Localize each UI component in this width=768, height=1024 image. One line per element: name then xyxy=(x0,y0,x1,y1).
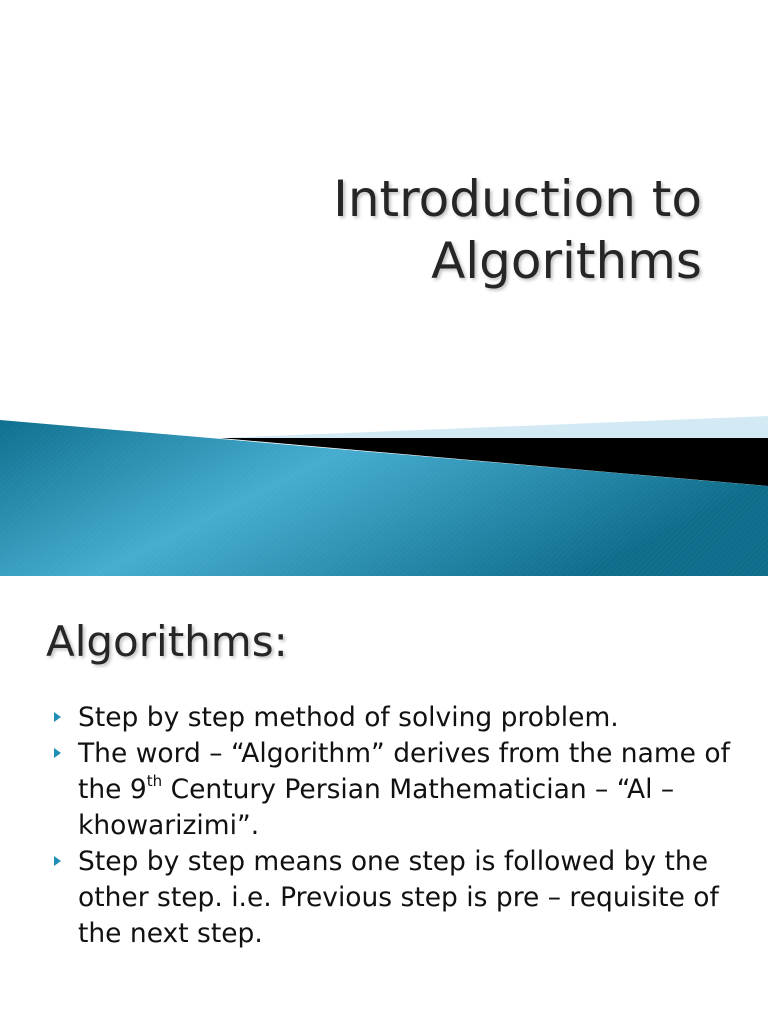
slide-title-heading xyxy=(333,168,702,292)
triangle-right-icon xyxy=(54,712,61,722)
list-item xyxy=(52,700,742,736)
triangle-right-icon xyxy=(54,856,61,866)
triangle-right-icon xyxy=(54,748,61,758)
slide-content xyxy=(0,576,768,1024)
bullet-text: Step by step means one step is followed by the other step. i.e. Previous step is pre – requisite of the next step. xyxy=(78,846,719,949)
superscript-ordinal: th xyxy=(146,772,163,791)
list-item xyxy=(52,736,742,844)
title-line-2: Algorithms xyxy=(431,232,702,290)
decorative-band xyxy=(0,400,768,576)
bullet-text: Step by step method of solving problem. xyxy=(78,702,619,733)
bullet-text: The word – “Algorithm” derives from the name of the 9 xyxy=(78,738,730,805)
bullet-list xyxy=(52,700,742,952)
title-line-1: Introduction to xyxy=(333,170,702,228)
list-item xyxy=(52,844,742,952)
band-light-stripe xyxy=(220,416,768,440)
slide-heading: Algorithms: xyxy=(46,617,288,666)
bullet-text-continued: Century Persian Mathematician – “Al – khowarizimi”. xyxy=(78,774,675,841)
